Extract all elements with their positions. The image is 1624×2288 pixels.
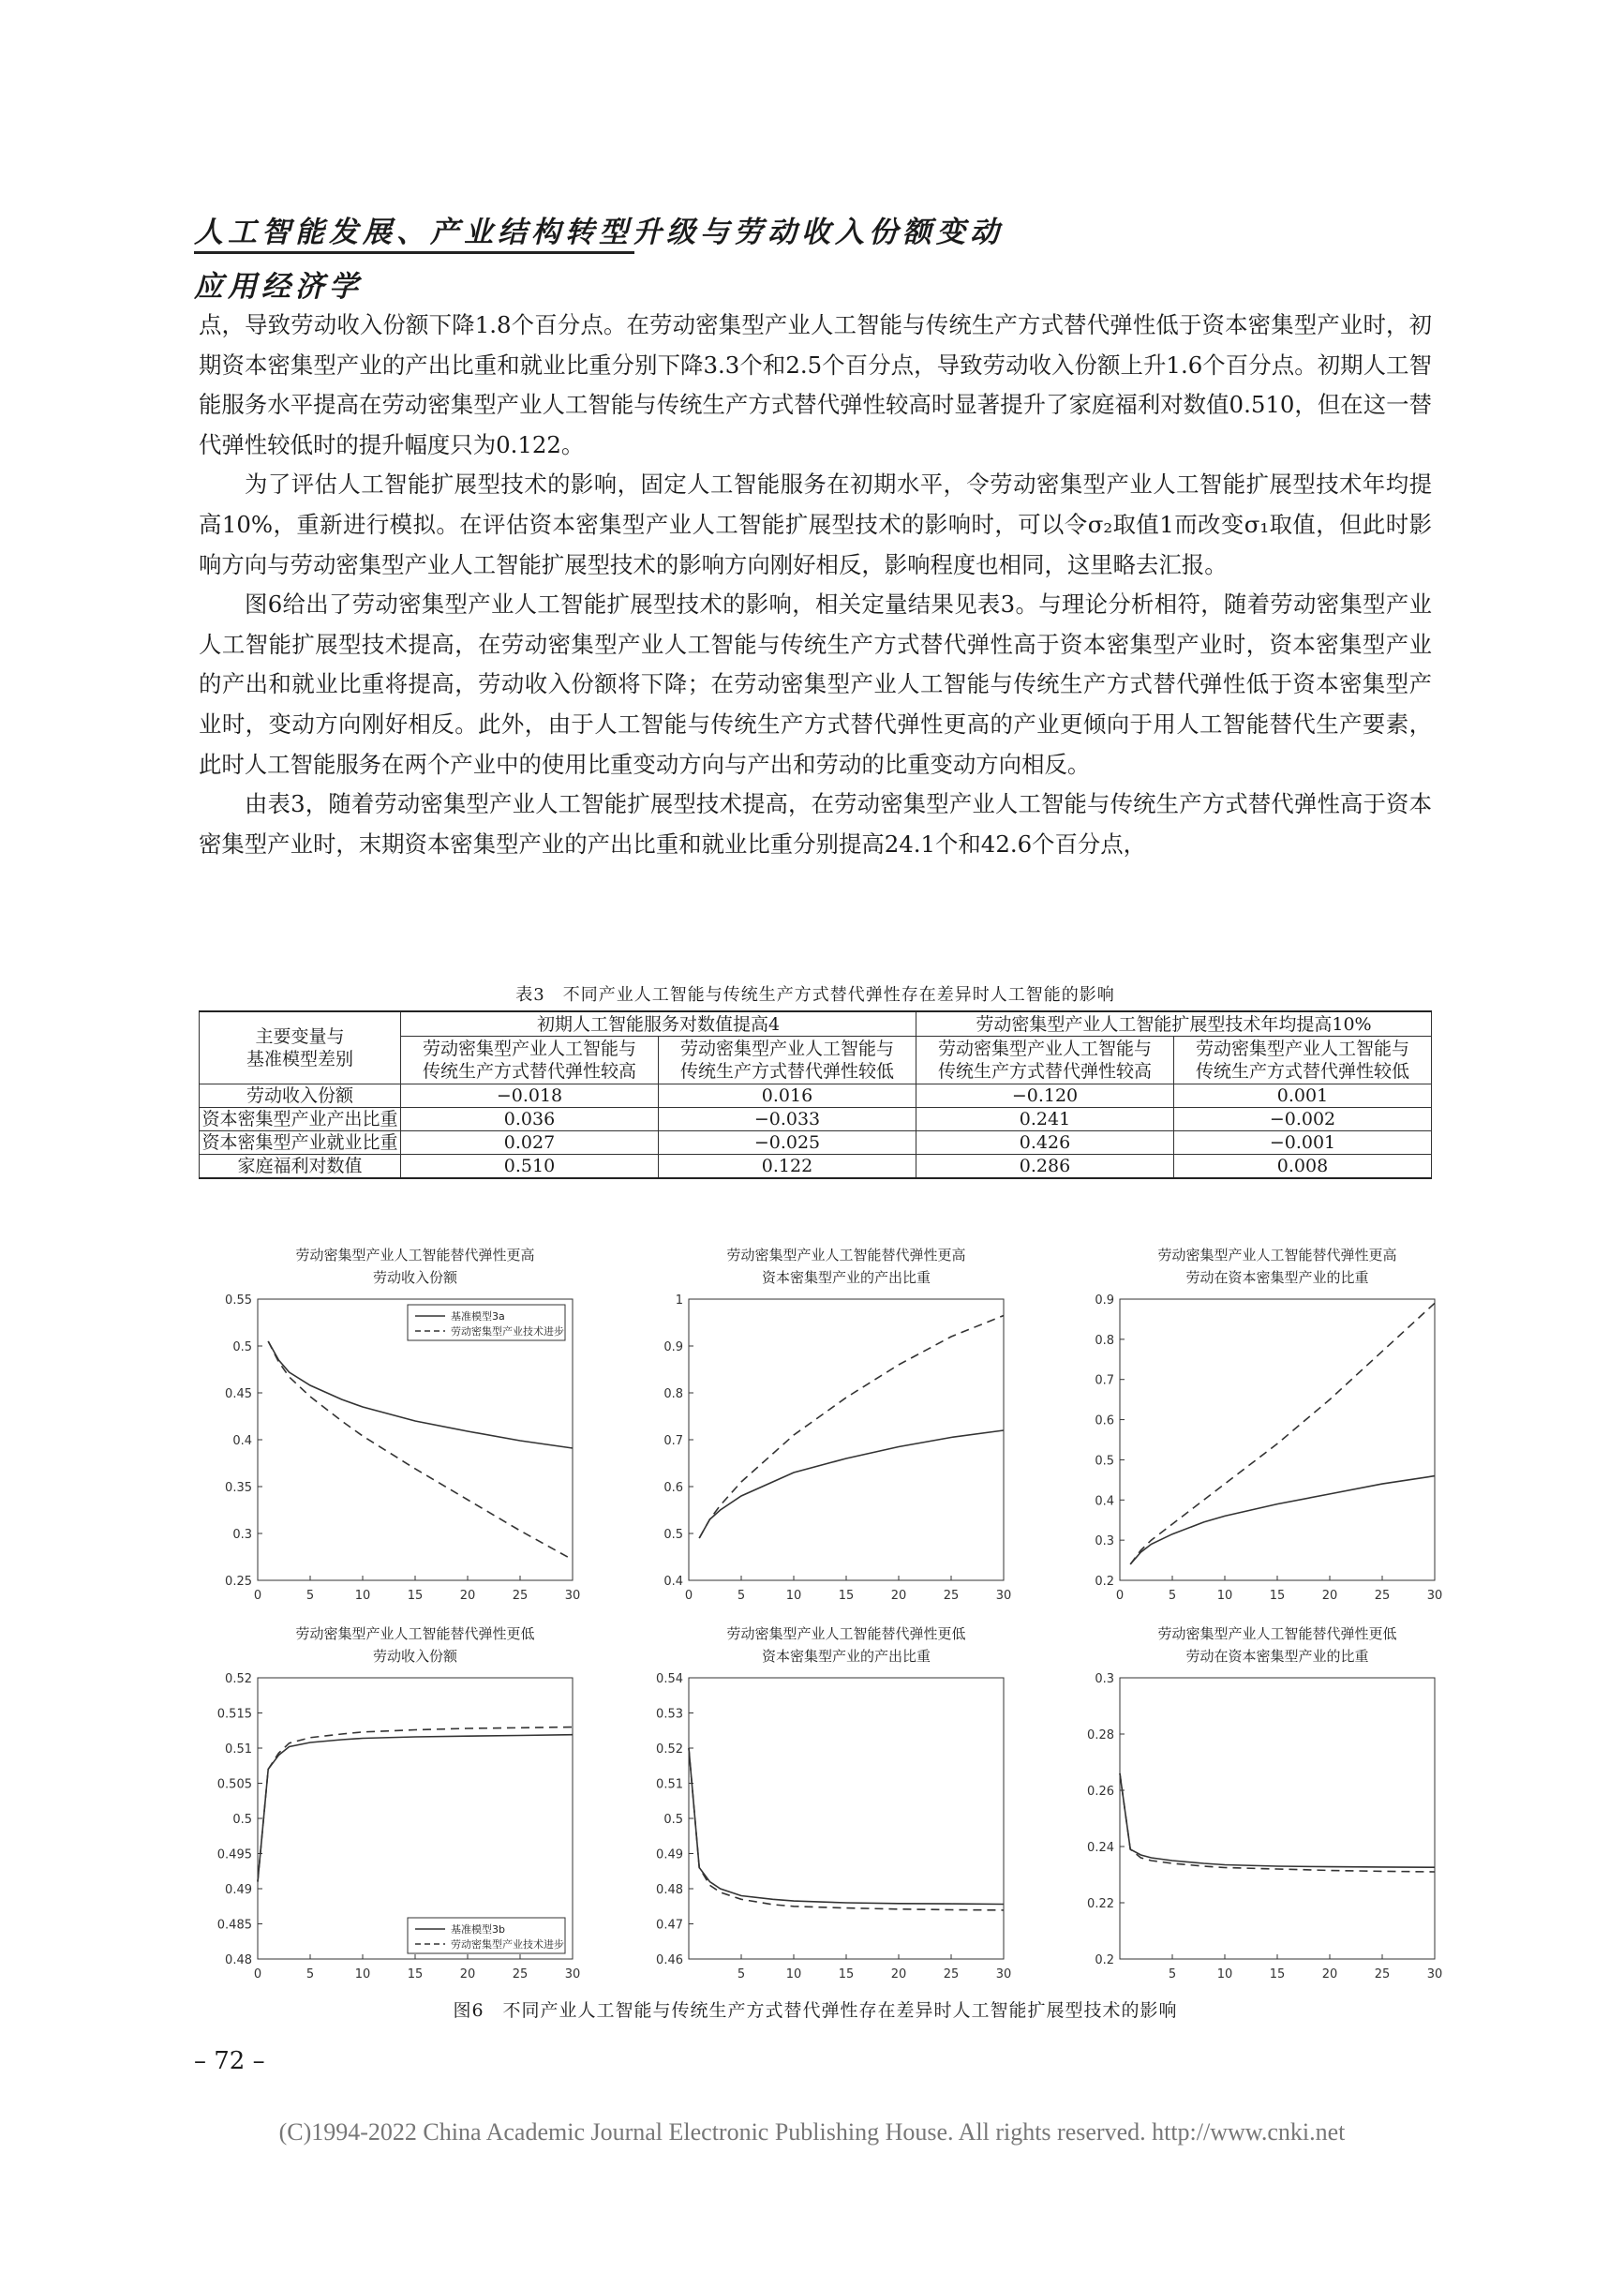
series-line-solid: [689, 1748, 1004, 1905]
chart-title: 劳动密集型产业人工智能替代弹性更低: [726, 1625, 966, 1642]
y-tick-label: 0.51: [225, 1742, 252, 1757]
x-tick-label: 20: [1321, 1967, 1338, 1981]
row-label: 家庭福利对数值: [200, 1155, 401, 1179]
table-cell: 0.008: [1174, 1155, 1432, 1179]
series-line-dashed: [699, 1316, 1004, 1539]
x-tick-label: 30: [995, 1589, 1012, 1603]
x-tick-label: 15: [1269, 1589, 1286, 1603]
table-row: [200, 1084, 1432, 1108]
x-tick-label: 10: [1216, 1589, 1233, 1603]
y-tick-label: 0.2: [1095, 1575, 1114, 1589]
x-tick-label: 10: [785, 1967, 802, 1981]
y-tick-label: 0.46: [656, 1953, 683, 1967]
y-tick-label: 0.49: [225, 1883, 252, 1897]
y-tick-label: 0.26: [1087, 1785, 1114, 1799]
plot-frame: [1120, 1678, 1435, 1959]
y-tick-label: 0.24: [1087, 1841, 1114, 1855]
page-number: – 72 –: [194, 2047, 265, 2075]
legend-label: 基准模型3b: [451, 1923, 505, 1936]
chart-title: 劳动密集型产业人工智能替代弹性更高: [1157, 1247, 1397, 1264]
y-tick-label: 0.52: [225, 1672, 252, 1686]
x-tick-label: 30: [564, 1967, 581, 1981]
y-tick-label: 0.53: [656, 1707, 683, 1722]
table-cell: −0.018: [401, 1084, 659, 1108]
y-tick-label: 0.5: [232, 1340, 252, 1354]
x-tick-label: 15: [407, 1589, 424, 1603]
x-tick-label: 20: [890, 1589, 907, 1603]
series-line-solid: [1130, 1476, 1435, 1564]
y-tick-label: 0.505: [216, 1777, 252, 1792]
x-tick-label: 5: [1168, 1967, 1177, 1981]
journal-name: 应用经济学: [194, 270, 363, 304]
y-tick-label: 0.54: [656, 1672, 683, 1686]
y-tick-label: 0.3: [232, 1528, 252, 1542]
sub-header: 劳动密集型产业人工智能与 传统生产方式替代弹性较高: [916, 1037, 1174, 1084]
table-caption: 表3 不同产业人工智能与传统生产方式替代弹性存在差异时人工智能的影响: [515, 985, 1115, 1005]
table-row: [200, 1131, 1432, 1155]
x-tick-label: 25: [512, 1967, 529, 1981]
x-tick-label: 25: [1374, 1589, 1391, 1603]
y-tick-label: 0.7: [663, 1434, 683, 1448]
x-tick-label: 10: [354, 1967, 371, 1981]
y-tick-label: 0.45: [225, 1387, 252, 1401]
x-tick-label: 15: [1269, 1967, 1286, 1981]
series-line-solid: [258, 1735, 573, 1882]
group-header: 劳动密集型产业人工智能扩展型技术年均提高10%: [916, 1011, 1432, 1037]
table-cell: 0.426: [916, 1131, 1174, 1155]
y-tick-label: 0.8: [1095, 1333, 1114, 1348]
group-header: 初期人工智能服务对数值提高4: [401, 1011, 916, 1037]
x-tick-label: 0: [684, 1589, 693, 1603]
table-cell: −0.025: [659, 1131, 916, 1155]
x-tick-label: 5: [737, 1589, 746, 1603]
x-tick-label: 0: [253, 1967, 262, 1981]
series-line-solid: [699, 1430, 1004, 1538]
sub-header: 劳动密集型产业人工智能与 传统生产方式替代弹性较高: [401, 1037, 659, 1084]
x-tick-label: 5: [737, 1967, 746, 1981]
series-line-dashed: [268, 1341, 573, 1560]
x-tick-label: 20: [459, 1589, 476, 1603]
series-line-dashed: [689, 1748, 1004, 1910]
y-tick-label: 0.52: [656, 1742, 683, 1757]
x-tick-label: 15: [407, 1967, 424, 1981]
series-line-solid: [268, 1341, 573, 1448]
table-row: [200, 1155, 1432, 1179]
figure-caption: 图6 不同产业人工智能与传统生产方式替代弹性存在差异时人工智能扩展型技术的影响: [453, 2000, 1178, 2021]
y-tick-label: 0.9: [1095, 1294, 1114, 1308]
x-tick-label: 10: [785, 1589, 802, 1603]
series-line-solid: [1120, 1773, 1435, 1867]
x-tick-label: 30: [1426, 1967, 1443, 1981]
body-text: [199, 306, 1432, 864]
y-tick-label: 0.4: [1095, 1494, 1114, 1509]
y-tick-label: 0.5: [663, 1528, 683, 1542]
legend-label: 劳动密集型产业技术进步: [451, 1938, 564, 1951]
chart-title: 劳动密集型产业人工智能替代弹性更低: [1157, 1625, 1397, 1642]
paragraph: 图6给出了劳动密集型产业人工智能扩展型技术的影响，相关定量结果见表3。与理论分析相符，随着劳动密集型产业人工智能扩展型技术提高，在劳动密集型产业人工智能与传统生产方式替代弹性高于资本密集型产业时，资本密集型产业的产出和就业比重将提高，劳动收入份额将下降；在劳动密集型产业人工智能与传统生产方式替代弹性低于资本密集型产业时，变动方向刚好相反。此外，由于人工智能与传统生产方式替代弹性更高的产业更倾向于用人工智能替代生产要素，此时人工智能服务在两个产业中的使用比重变动方向与产出和劳动的比重变动方向相反。: [199, 591, 1432, 778]
x-tick-label: 20: [890, 1967, 907, 1981]
chart-subtitle: 资本密集型产业的产出比重: [761, 1269, 931, 1286]
x-tick-label: 10: [1216, 1967, 1233, 1981]
chart-title: 劳动密集型产业人工智能替代弹性更低: [295, 1625, 535, 1642]
y-tick-label: 0.51: [656, 1777, 683, 1792]
table-cell: −0.120: [916, 1084, 1174, 1108]
results-table: [199, 1010, 1432, 1179]
y-tick-label: 0.22: [1087, 1897, 1114, 1911]
chart-title: 劳动密集型产业人工智能替代弹性更高: [726, 1247, 966, 1264]
y-tick-label: 0.47: [656, 1918, 683, 1933]
chart-subtitle: 劳动在资本密集型产业的比重: [1185, 1269, 1369, 1286]
x-tick-label: 15: [838, 1589, 855, 1603]
y-tick-label: 0.515: [216, 1707, 252, 1722]
chart-2: [663, 1247, 1011, 1603]
x-tick-label: 25: [512, 1589, 529, 1603]
y-tick-label: 1: [675, 1294, 683, 1308]
plot-frame: [689, 1678, 1004, 1959]
series-line-dashed: [1130, 1303, 1435, 1564]
sub-header: 劳动密集型产业人工智能与 传统生产方式替代弹性较低: [1174, 1037, 1432, 1084]
y-tick-label: 0.8: [663, 1387, 683, 1401]
table-cell: −0.033: [659, 1108, 916, 1131]
x-tick-label: 30: [564, 1589, 581, 1603]
legend-label: 劳动密集型产业技术进步: [451, 1325, 564, 1338]
x-tick-label: 30: [1426, 1589, 1443, 1603]
row-label: 资本密集型产业产出比重: [200, 1108, 401, 1131]
y-tick-label: 0.28: [1087, 1728, 1114, 1742]
y-tick-label: 0.4: [232, 1434, 252, 1448]
article-running-title: 人工智能发展、产业结构转型升级与劳动收入份额变动: [194, 216, 1004, 249]
y-tick-label: 0.3: [1095, 1672, 1114, 1686]
chart-subtitle: 劳动在资本密集型产业的比重: [1185, 1648, 1369, 1665]
y-tick-label: 0.25: [225, 1575, 252, 1589]
table-cell: 0.122: [659, 1155, 916, 1179]
paragraph: 为了评估人工智能扩展型技术的影响，固定人工智能服务在初期水平，令劳动密集型产业人工智能扩展型技术年均提高10%，重新进行模拟。在评估资本密集型产业人工智能扩展型技术的影响时，可以令σ₂取值1而改变σ₁取值，但此时影响方向与劳动密集型产业人工智能扩展型技术的影响方向刚好相反，影响程度也相同，这里略去汇报。: [199, 471, 1432, 578]
chart-6: [1087, 1625, 1442, 1981]
x-tick-label: 30: [995, 1967, 1012, 1981]
header-divider: [194, 251, 634, 254]
legend-label: 基准模型3a: [451, 1310, 505, 1323]
x-tick-label: 20: [459, 1967, 476, 1981]
plot-frame: [689, 1299, 1004, 1580]
copyright-footer: (C)1994-2022 China Academic Journal Electronic Publishing House. All rights reserved. http://www.cnki.net: [278, 2118, 1346, 2146]
y-tick-label: 0.6: [1095, 1413, 1114, 1428]
table-row: [200, 1108, 1432, 1131]
table-cell: 0.286: [916, 1155, 1174, 1179]
row-label: 劳动收入份额: [200, 1084, 401, 1108]
row-header-cell: 主要变量与 基准模型差别: [200, 1011, 401, 1084]
series-line-dashed: [1120, 1773, 1435, 1872]
y-tick-label: 0.3: [1095, 1534, 1114, 1549]
x-tick-label: 5: [1168, 1589, 1177, 1603]
x-tick-label: 0: [253, 1589, 262, 1603]
chart-5: [656, 1625, 1011, 1981]
table-cell: 0.016: [659, 1084, 916, 1108]
y-tick-label: 0.35: [225, 1481, 252, 1495]
x-tick-label: 5: [305, 1967, 315, 1981]
x-tick-label: 25: [943, 1967, 960, 1981]
y-tick-label: 0.7: [1095, 1373, 1114, 1388]
x-tick-label: 15: [838, 1967, 855, 1981]
chart-title: 劳动密集型产业人工智能替代弹性更高: [295, 1247, 535, 1264]
x-tick-label: 25: [943, 1589, 960, 1603]
chart-1: [225, 1247, 580, 1603]
table-cell: 0.027: [401, 1131, 659, 1155]
figure-6-charts: [187, 1226, 1443, 1995]
series-line-dashed: [258, 1727, 573, 1882]
x-tick-label: 10: [354, 1589, 371, 1603]
x-tick-label: 25: [1374, 1967, 1391, 1981]
chart-subtitle: 劳动收入份额: [372, 1269, 458, 1286]
y-tick-label: 0.48: [656, 1883, 683, 1897]
y-tick-label: 0.9: [663, 1340, 683, 1354]
chart-4: [217, 1625, 580, 1981]
y-tick-label: 0.5: [232, 1813, 252, 1827]
y-tick-label: 0.2: [1095, 1953, 1114, 1967]
y-tick-label: 0.4: [663, 1575, 683, 1589]
table-cell: 0.510: [401, 1155, 659, 1179]
table-cell: −0.002: [1174, 1108, 1432, 1131]
y-tick-label: 0.48: [225, 1953, 252, 1967]
table-cell: 0.036: [401, 1108, 659, 1131]
chart-subtitle: 劳动收入份额: [372, 1648, 458, 1665]
y-tick-label: 0.5: [663, 1813, 683, 1827]
plot-frame: [1120, 1299, 1435, 1580]
chart-3: [1095, 1247, 1442, 1603]
table-cell: −0.001: [1174, 1131, 1432, 1155]
x-tick-label: 20: [1321, 1589, 1338, 1603]
paragraph: 由表3，随着劳动密集型产业人工智能扩展型技术提高，在劳动密集型产业人工智能与传统生产方式替代弹性高于资本密集型产业时，末期资本密集型产业的产出比重和就业比重分别提高24.1个和42.6个百分点，: [199, 790, 1432, 858]
table-cell: 0.001: [1174, 1084, 1432, 1108]
plot-frame: [258, 1299, 573, 1580]
y-tick-label: 0.49: [656, 1847, 683, 1862]
y-tick-label: 0.485: [216, 1918, 252, 1933]
table-cell: 0.241: [916, 1108, 1174, 1131]
row-label: 资本密集型产业就业比重: [200, 1131, 401, 1155]
x-tick-label: 0: [1115, 1589, 1125, 1603]
x-tick-label: 5: [305, 1589, 315, 1603]
plot-frame: [258, 1678, 573, 1959]
y-tick-label: 0.55: [225, 1294, 252, 1308]
chart-subtitle: 资本密集型产业的产出比重: [761, 1648, 931, 1665]
paragraph: 点，导致劳动收入份额下降1.8个百分点。在劳动密集型产业人工智能与传统生产方式替代弹性低于资本密集型产业时，初期资本密集型产业的产出比重和就业比重分别下降3.3个和2.5个百分点，导致劳动收入份额上升1.6个百分点。初期人工智能服务水平提高在劳动密集型产业人工智能与传统生产方式替代弹性较高时显著提升了家庭福利对数值0.510，但在这一替代弹性较低时的提升幅度只为0.122。: [199, 311, 1432, 458]
sub-header: 劳动密集型产业人工智能与 传统生产方式替代弹性较低: [659, 1037, 916, 1084]
y-tick-label: 0.495: [216, 1847, 252, 1862]
y-tick-label: 0.5: [1095, 1454, 1114, 1469]
y-tick-label: 0.6: [663, 1481, 683, 1495]
